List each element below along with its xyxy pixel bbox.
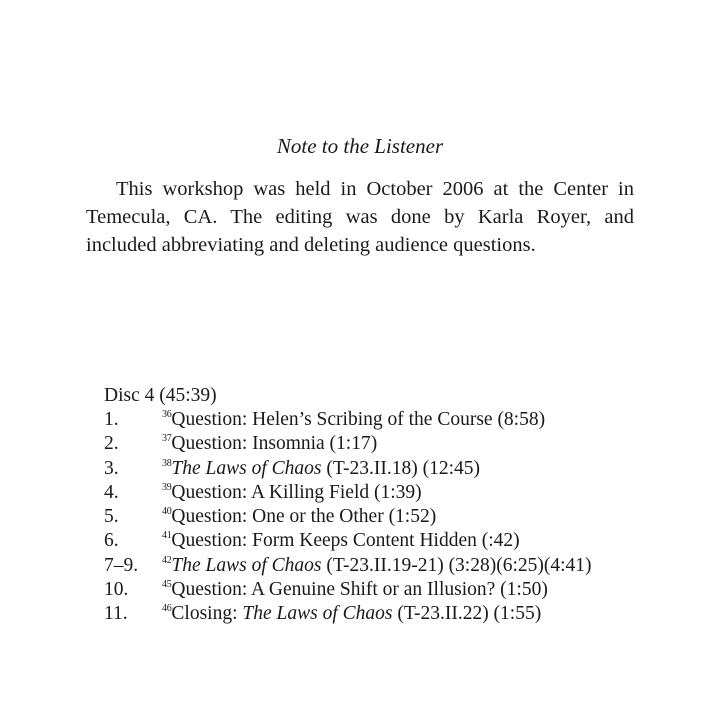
track-number: 1. <box>104 409 119 430</box>
track-text: Question: A Killing Field (1:39) <box>171 481 422 503</box>
track-details: (T-23.II.22) (1:55) <box>392 603 542 625</box>
footnote-marker: 46 <box>162 603 172 615</box>
footnote-marker: 41 <box>162 530 172 542</box>
track-details: (T-23.II.18) (12:45) <box>321 457 480 479</box>
track-text: Question: Insomnia (1:17) <box>171 433 378 455</box>
note-paragraph <box>86 175 634 259</box>
track-title <box>162 602 541 626</box>
track-text: Question: One or the Other (1:52) <box>171 506 437 528</box>
note-line: included abbreviating and deleting audience questions. <box>86 234 536 256</box>
track-number: 2. <box>104 433 119 455</box>
track-title <box>162 578 548 602</box>
note-line: Temecula, CA. The editing was done by Karla Royer, and <box>86 206 634 228</box>
track-number: 10. <box>104 579 129 601</box>
track-italic-title: The Laws of Chaos <box>171 554 322 576</box>
track-title <box>162 505 436 529</box>
track-number: 4. <box>104 481 119 503</box>
footnote-marker: 37 <box>162 433 172 445</box>
note-line: This workshop was held in October 2006 at the Center in <box>116 178 634 200</box>
track-number: 5. <box>104 506 119 528</box>
footnote-marker: 42 <box>162 554 172 566</box>
track-number: 3. <box>104 457 119 479</box>
track-title <box>162 408 545 432</box>
track-text: Closing: <box>171 603 243 625</box>
footnote-marker: 38 <box>162 457 172 469</box>
track-title <box>162 457 480 481</box>
track-number: 6. <box>104 530 119 552</box>
track-title <box>162 481 422 505</box>
track-text: Question: Helen’s Scribing of the Course (8:58) <box>171 409 546 430</box>
track-text: Question: Form Keeps Content Hidden (:42) <box>171 530 520 552</box>
track-text: Question: A Genuine Shift or an Illusion? (1:50) <box>171 579 548 601</box>
footnote-marker: 36 <box>162 409 172 420</box>
track-title <box>162 554 592 578</box>
footnote-marker: 40 <box>162 506 172 518</box>
disc-header: Disc 4 (45:39) <box>104 385 217 406</box>
track-title <box>162 432 377 456</box>
track-italic-title: The Laws of Chaos <box>171 457 322 479</box>
track-details: (T-23.II.19-21) (3:28)(6:25)(4:41) <box>321 554 592 576</box>
track-number: 7–9. <box>104 554 139 576</box>
track-title <box>162 529 520 553</box>
note-title: Note to the Listener <box>276 134 444 158</box>
footnote-marker: 45 <box>162 579 172 591</box>
track-italic-title: The Laws of Chaos <box>242 603 393 625</box>
track-number: 11. <box>104 603 128 625</box>
footnote-marker: 39 <box>162 481 172 493</box>
